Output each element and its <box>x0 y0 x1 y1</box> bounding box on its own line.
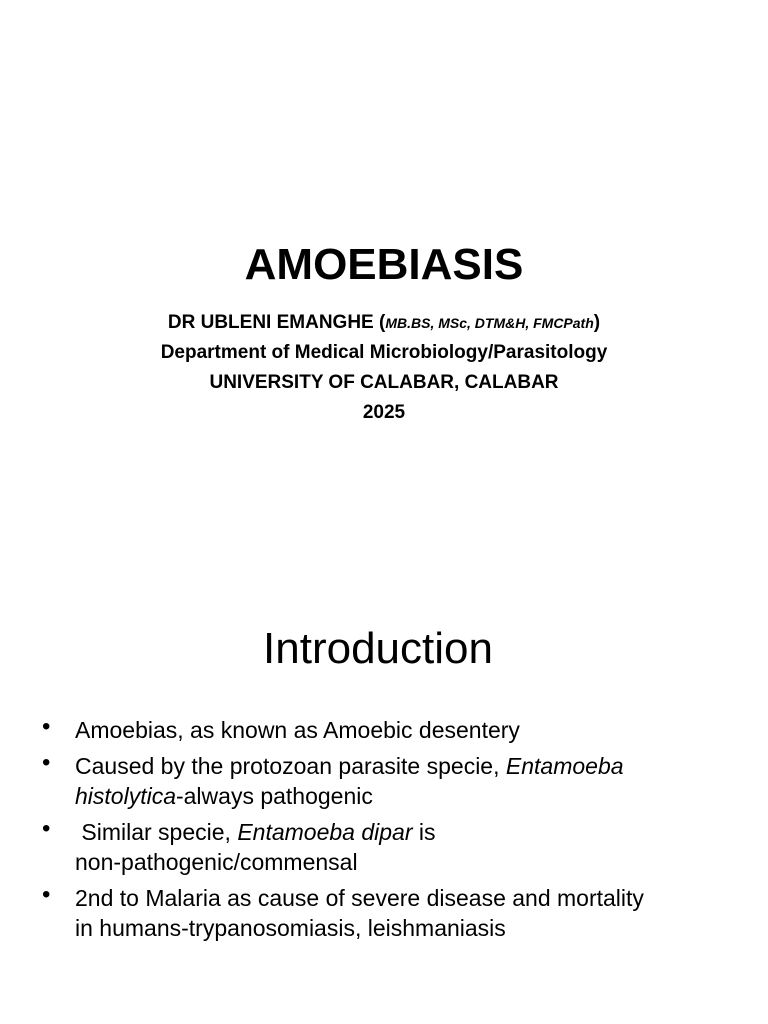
bullet-line <box>75 817 732 847</box>
bullet-line: 2nd to Malaria as cause of severe disease and mortality <box>75 885 644 911</box>
department: Department of Medical Microbiology/Parasitology <box>160 342 608 363</box>
bullet-text: -always pathogenic <box>175 783 373 809</box>
bullet-item <box>42 883 732 943</box>
bullet-icon: • <box>42 749 51 776</box>
bullet-line: in humans-trypanosomiasis, leishmaniasis <box>75 915 506 941</box>
species-name: histolytica <box>75 783 176 809</box>
bullet-list <box>42 715 732 949</box>
bullet-item <box>42 751 732 811</box>
author-credentials: MB.BS, MSc, DTM&H, FMCPath <box>385 315 594 331</box>
bullet-icon: • <box>42 713 51 740</box>
bullet-text: Amoebias, as known as Amoebic desentery <box>75 717 520 743</box>
bullet-line <box>75 751 732 781</box>
year: 2025 <box>362 402 406 423</box>
author-close-paren: ) <box>593 312 601 333</box>
university: UNIVERSITY OF CALABAR, CALABAR <box>209 372 559 393</box>
bullet-line <box>75 781 732 811</box>
slide-title: AMOEBIASIS <box>244 240 524 289</box>
bullet-item <box>42 715 732 745</box>
bullet-text: is <box>412 819 436 845</box>
author-name: DR UBLENI EMANGHE ( <box>167 312 386 333</box>
bullet-icon: • <box>42 815 51 842</box>
bullet-line: non-pathogenic/commensal <box>75 849 358 875</box>
bullet-item <box>42 817 732 877</box>
author-line <box>0 308 768 338</box>
species-name: Entamoeba <box>505 753 624 779</box>
bullet-text: Similar specie, <box>75 819 238 845</box>
author-block <box>0 308 768 428</box>
bullet-text: Caused by the protozoan parasite specie, <box>75 753 506 779</box>
introduction-title: Introduction <box>263 624 493 673</box>
bullet-icon: • <box>42 881 51 908</box>
species-name: Entamoeba dipar <box>237 819 413 845</box>
